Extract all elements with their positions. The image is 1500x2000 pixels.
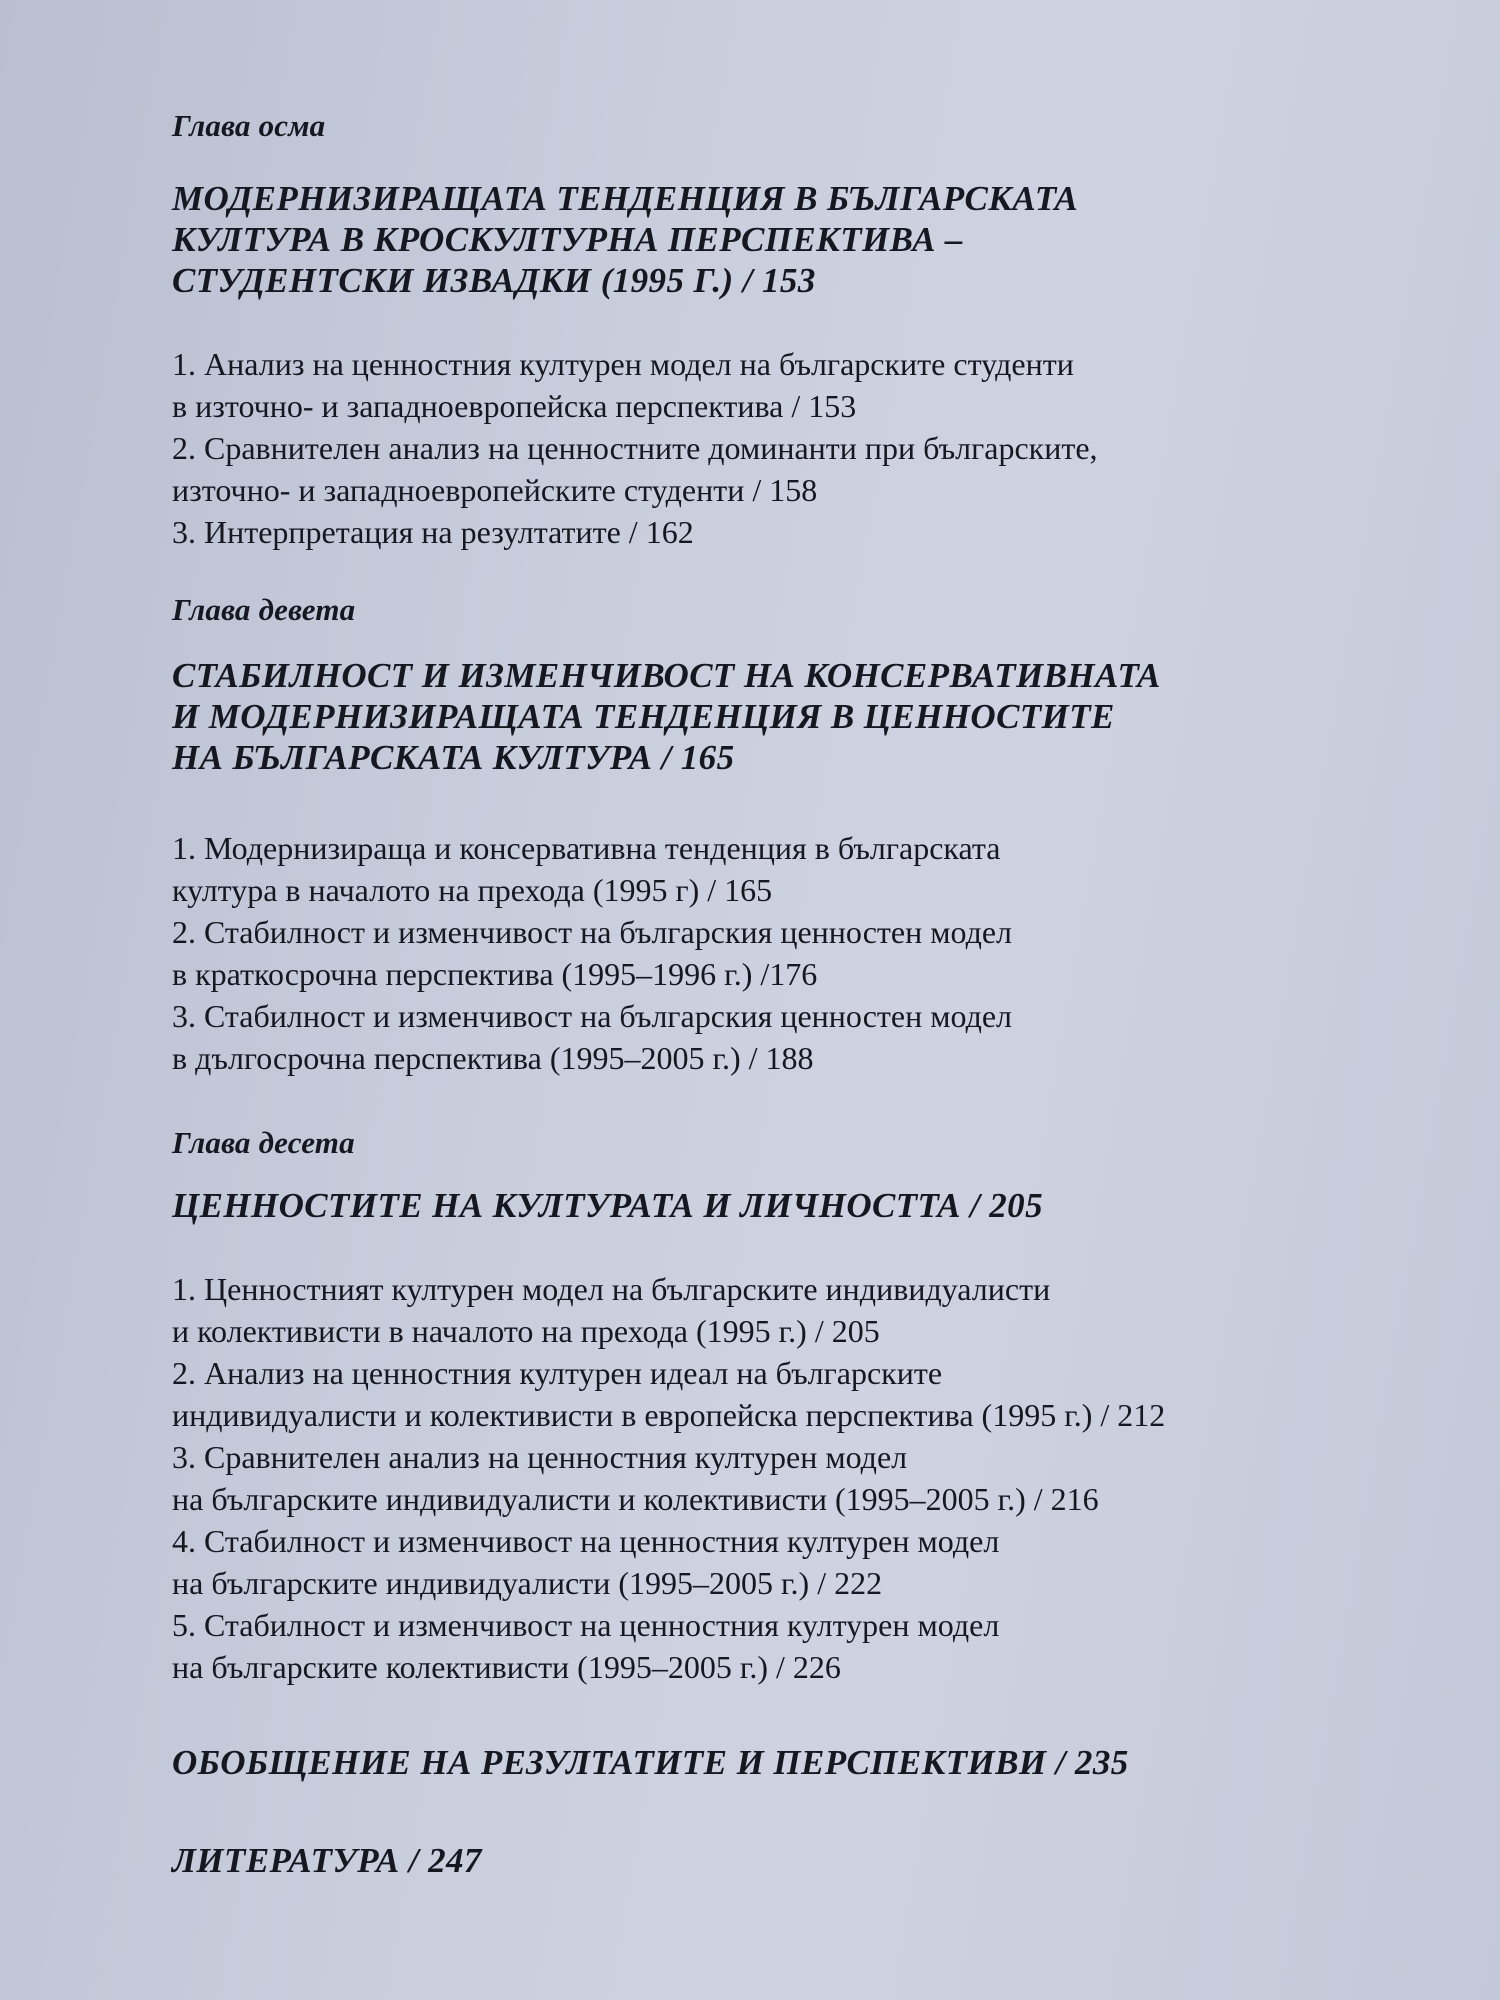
- section-item: [172, 1520, 1165, 1604]
- section-line: източно- и западноевропейските студенти / 158: [172, 472, 818, 508]
- section-line: 1. Модернизираща и консервативна тенденция в българската: [172, 830, 1001, 866]
- chapter-10-label: Глава десета: [172, 1125, 355, 1160]
- section-line: 2. Стабилност и изменчивост на българския ценностен модел: [172, 914, 1013, 950]
- chapter-9-title-line: СТАБИЛНОСТ И ИЗМЕНЧИВОСТ НА КОНСЕРВАТИВНАТА: [172, 656, 1161, 695]
- section-line: на българските колективисти (1995–2005 г.) / 226: [172, 1649, 841, 1685]
- section-line: в краткосрочна перспектива (1995–1996 г.) /176: [172, 956, 818, 992]
- chapter-9-title-line: НА БЪЛГАРСКАТА КУЛТУРА / 165: [172, 738, 735, 777]
- chapter-8-title-line: СТУДЕНТСКИ ИЗВАДКИ (1995 Г.) / 153: [172, 261, 816, 300]
- section-line: на българските индивидуалисти и колективисти (1995–2005 г.) / 216: [172, 1481, 1099, 1517]
- chapter-10-title: [172, 1185, 1043, 1226]
- section-line: в източно- и западноевропейска перспектива / 153: [172, 388, 857, 424]
- section-item: [172, 911, 1012, 995]
- section-line: 3. Интерпретация на резултатите / 162: [172, 514, 694, 550]
- section-item: [172, 1268, 1165, 1352]
- literature-heading: ЛИТЕРАТУРА / 247: [172, 1841, 482, 1880]
- section-line: в дългосрочна перспектива (1995–2005 г.) / 188: [172, 1040, 814, 1076]
- section-line: 2. Сравнителен анализ на ценностните доминанти при българските,: [172, 430, 1098, 466]
- chapter-10-title-line: ЦЕННОСТИТЕ НА КУЛТУРАТА И ЛИЧНОСТТА / 205: [172, 1186, 1043, 1225]
- section-line: 1. Анализ на ценностния културен модел на българските студенти: [172, 346, 1074, 382]
- section-item: [172, 1436, 1165, 1520]
- section-item: [172, 827, 1012, 911]
- section-item: [172, 511, 1098, 553]
- summary-heading: ОБОБЩЕНИЕ НА РЕЗУЛТАТИТЕ И ПЕРСПЕКТИВИ / 235: [172, 1743, 1129, 1782]
- chapter-8-sections: [172, 343, 1098, 553]
- section-item: [172, 343, 1098, 427]
- section-item: [172, 1352, 1165, 1436]
- section-line: 3. Стабилност и изменчивост на българския ценностен модел: [172, 998, 1013, 1034]
- section-line: индивидуалисти и колективисти в европейска перспектива (1995 г.) / 212: [172, 1397, 1166, 1433]
- section-line: 4. Стабилност и изменчивост на ценностния културен модел: [172, 1523, 1000, 1559]
- chapter-8-label: Глава осма: [172, 108, 326, 143]
- section-item: [172, 995, 1012, 1079]
- section-line: 1. Ценностният културен модел на българските индивидуалисти: [172, 1271, 1051, 1307]
- chapter-9-label: Глава девета: [172, 592, 356, 627]
- section-item: [172, 427, 1098, 511]
- chapter-9-sections: [172, 827, 1012, 1079]
- chapter-8-title-line: КУЛТУРА В КРОСКУЛТУРНА ПЕРСПЕКТИВА –: [172, 220, 963, 259]
- section-line: 2. Анализ на ценностния културен идеал на българските: [172, 1355, 943, 1391]
- chapter-9-title-line: И МОДЕРНИЗИРАЩАТА ТЕНДЕНЦИЯ В ЦЕННОСТИТЕ: [172, 697, 1115, 736]
- chapter-8-title-line: МОДЕРНИЗИРАЩАТА ТЕНДЕНЦИЯ В БЪЛГАРСКАТА: [172, 179, 1079, 218]
- section-line: на българските индивидуалисти (1995–2005 г.) / 222: [172, 1565, 883, 1601]
- section-item: [172, 1604, 1165, 1688]
- chapter-9-title: [172, 655, 1161, 778]
- section-line: 3. Сравнителен анализ на ценностния културен модел: [172, 1439, 908, 1475]
- section-line: 5. Стабилност и изменчивост на ценностния културен модел: [172, 1607, 1000, 1643]
- chapter-10-sections: [172, 1268, 1165, 1688]
- section-line: култура в началото на прехода (1995 г) / 165: [172, 872, 773, 908]
- section-line: и колективисти в началото на прехода (1995 г.) / 205: [172, 1313, 880, 1349]
- chapter-8-title: [172, 178, 1078, 301]
